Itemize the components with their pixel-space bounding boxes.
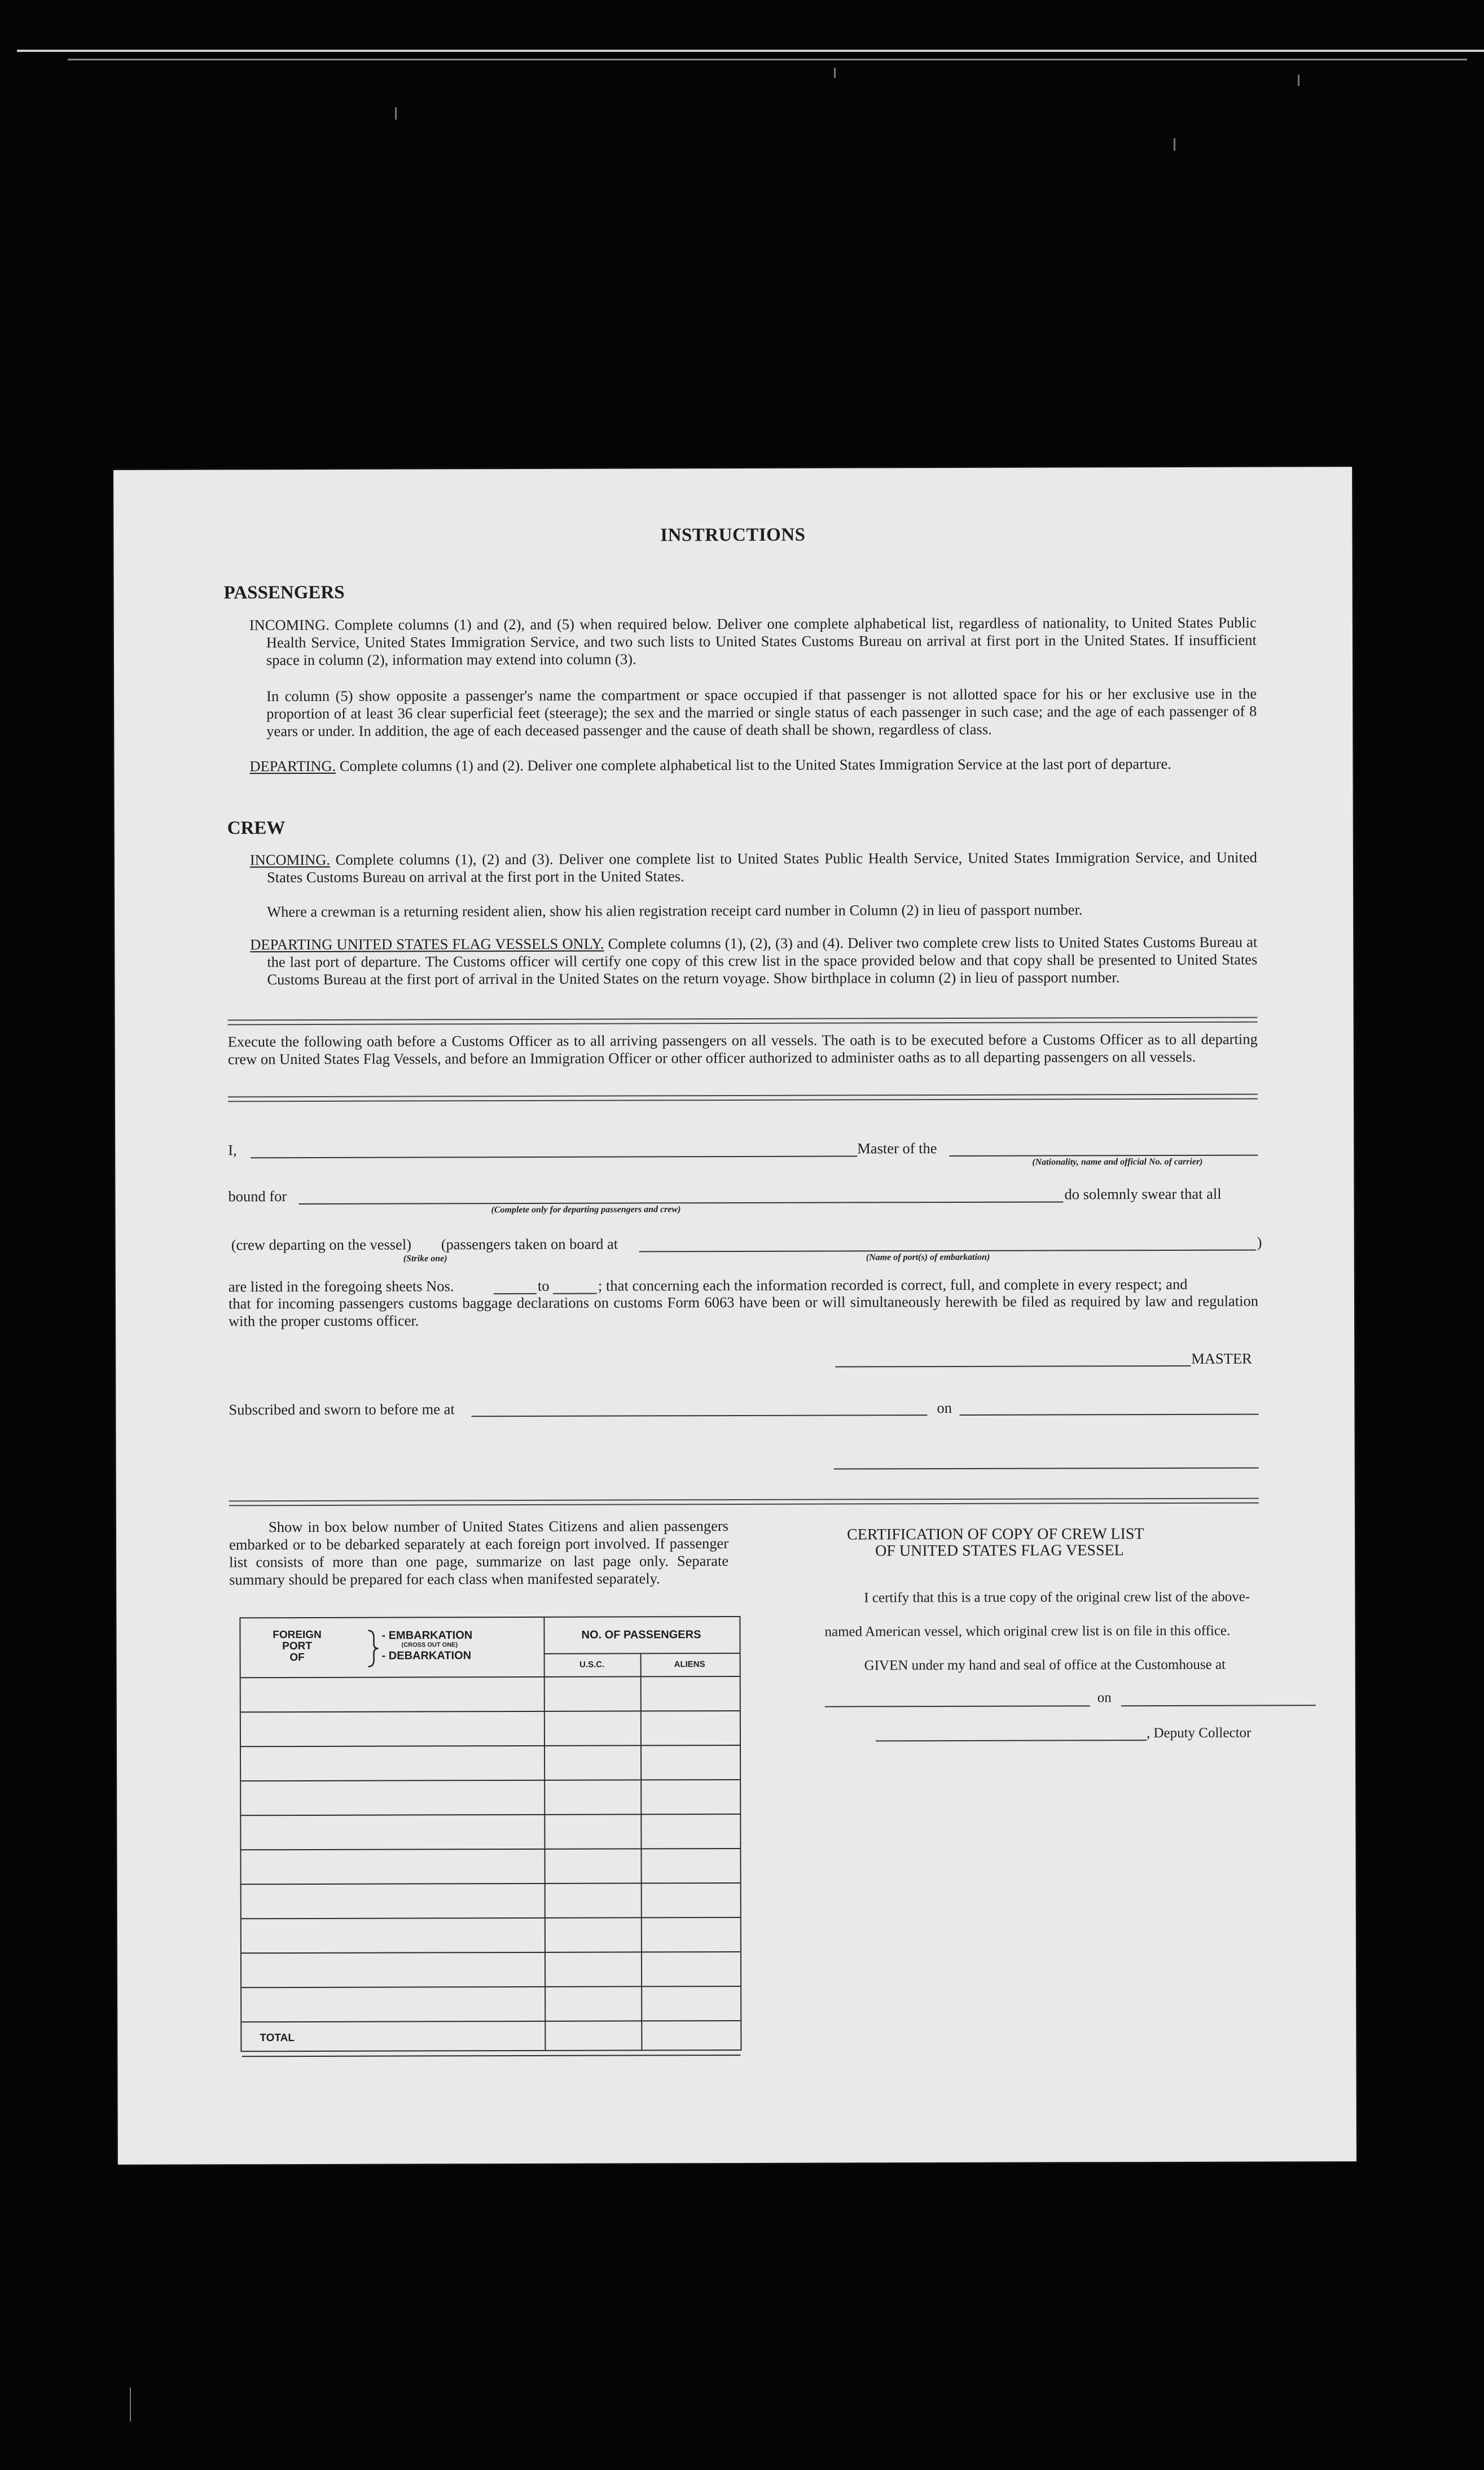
table-row-line <box>242 2055 740 2057</box>
table-row-line <box>242 1917 740 1919</box>
instruction-sheet <box>113 467 1356 2165</box>
film-edge-line <box>68 59 1467 60</box>
table-row-line <box>242 2020 740 2022</box>
close-paren: ) <box>1257 1233 1262 1251</box>
carrier-note: (Nationality, name and official No. of carrier) <box>1032 1157 1203 1167</box>
master-label: MASTER <box>1191 1350 1252 1367</box>
passengers-departing <box>249 755 1257 776</box>
crew-incoming-text: Complete columns (1), (2) and (3). Deliver one complete list to United States Public Health Service, United States Immigration Service, and United States Customs Bureau on arrival at the first port in the United States. <box>266 848 1257 886</box>
film-scratch <box>834 68 836 78</box>
certification-date-field[interactable] <box>1121 1705 1316 1706</box>
usc-header: U.S.C. <box>579 1659 605 1670</box>
passengers-taken-option: (passengers taken on board at <box>441 1235 618 1253</box>
crew-incoming-label: INCOMING. <box>249 851 330 869</box>
bound-note: (Complete only for departing passengers and crew) <box>491 1205 681 1215</box>
passengers-departing-label: DEPARTING. <box>249 757 336 775</box>
film-scratch <box>1298 75 1299 86</box>
table-rows <box>240 1617 739 1618</box>
passengers-incoming <box>249 614 1257 669</box>
table-header-bottom <box>241 1676 740 1678</box>
passengers-departing-text: Complete columns (1) and (2). Deliver one complete alphabetical list to the United States Immigration Service at the last port of departure. <box>339 755 1171 774</box>
passengers-incoming-text: Complete columns (1) and (2), and (5) when required below. Deliver one complete alphabetical list, regardless of nationality, to United States Public Health Service, United States Immigration Service, and two such lists to United States Customs Bureau on arrival at first port in the United States. If insufficient space in column (2), information may extend into column (3). <box>266 614 1257 669</box>
certification-text-1: I certify that this is a true copy of the original crew list of the above- <box>864 1589 1250 1606</box>
master-signature-field[interactable] <box>835 1365 1191 1368</box>
aliens-header: ALIENS <box>674 1659 705 1670</box>
table-divider <box>543 1618 546 2050</box>
passengers-column5: In column (5) show opposite a passenger's name the compartment or space occupied if that passenger is not allotted space for his or her exclusive use in the proportion of at least 36 clear superficial feet (steerage); the sex and the married or single status of each passenger in such case; and the age of each passenger of 8 years or under. In addition, the age of each deceased passenger and the cause of death shall be shown, regardless of class. <box>266 685 1257 740</box>
foreign-port-line-1: FOREIGN <box>273 1628 322 1641</box>
subscribed-text: Subscribed and sworn to before me at <box>229 1400 455 1418</box>
passengers-incoming-label: INCOMING. <box>249 616 330 634</box>
brace-icon <box>366 1630 379 1668</box>
oath-instruction: Execute the following oath before a Customs Officer as to all arriving passengers on all vessels. The oath is to be executed before a Customs Officer as to all departing crew on United States Flag Vessels, and before an Immigration Officer or other officer authorized to administer oaths as to all departing passengers on all vessels. <box>227 1030 1258 1068</box>
divider <box>229 1498 1259 1506</box>
foreign-port-line-2: PORT <box>282 1640 312 1653</box>
crew-departing <box>250 934 1257 989</box>
table-divider <box>640 1653 643 2049</box>
table-row-line <box>241 1710 740 1713</box>
port-note: (Name of port(s) of embarkation) <box>866 1252 990 1263</box>
table-row-line <box>242 1986 740 1988</box>
listed-text-3: that for incoming passengers customs baggage declarations on customs Form 6063 have been or will simultaneously herewith be filed as required by law and regulation with the proper customs officer. <box>228 1292 1258 1330</box>
crew-resident-alien: Where a crewman is a returning resident alien, show his alien registration receipt card number in Column (2) in lieu of passport number. <box>267 901 1083 921</box>
summary-instruction: Show in box below number of United States Citizens and alien passengers embarked or to be debarked separately at each foreign port involved. If passenger list consists of more than one page, summarize on last page only. Separate summary should be prepared for each class when manifested separately. <box>229 1517 729 1588</box>
strike-one-note: (Strike one) <box>403 1254 447 1264</box>
divider <box>228 1094 1258 1102</box>
certification-on: on <box>1097 1690 1112 1706</box>
total-label: TOTAL <box>260 2032 295 2044</box>
crew-incoming <box>250 849 1257 887</box>
no-passengers-header: NO. OF PASSENGERS <box>581 1628 701 1641</box>
table-row-line <box>242 1882 740 1885</box>
deputy-signature-field[interactable] <box>876 1740 1147 1741</box>
bound-for-label: bound for <box>228 1188 287 1205</box>
listed-to: to <box>537 1277 550 1294</box>
passengers-heading: PASSENGERS <box>223 582 345 603</box>
crew-departing-option: (crew departing on the vessel) <box>231 1236 412 1254</box>
swear-text: do solemnly swear that all <box>1064 1185 1222 1203</box>
embarkation-port-field[interactable] <box>639 1250 1256 1252</box>
carrier-field[interactable] <box>949 1155 1258 1157</box>
crew-departing-label: DEPARTING UNITED STATES FLAG VESSELS ONLY. <box>250 935 604 953</box>
embarkation-label: - EMBARKATION <box>381 1629 473 1642</box>
master-of-label: Master of the <box>857 1140 937 1157</box>
table-divider <box>544 1653 740 1654</box>
officer-signature-field[interactable] <box>834 1468 1259 1470</box>
film-edge-line <box>17 50 1484 52</box>
customhouse-field[interactable] <box>825 1705 1090 1707</box>
film-scratch <box>1174 138 1175 151</box>
foreign-port-header <box>269 1630 325 1663</box>
film-scratch <box>130 2388 131 2421</box>
certification-text-2: named American vessel, which original crew list is on file in this office. <box>824 1623 1231 1640</box>
sworn-place-field[interactable] <box>471 1414 927 1417</box>
table-row-line <box>241 1745 740 1747</box>
table-row-line <box>241 1848 740 1850</box>
oath-i: I, <box>228 1141 237 1159</box>
table-row-line <box>241 1779 740 1781</box>
divider <box>228 1017 1258 1026</box>
listed-text-2: ; that concerning each the information recorded is correct, full, and complete in every respect; and <box>598 1275 1188 1294</box>
cross-out-label: (CROSS OUT ONE) <box>401 1641 458 1649</box>
film-scratch <box>395 107 397 120</box>
table-row-line <box>241 1814 740 1816</box>
crew-heading: CREW <box>227 818 286 839</box>
crew-departing-text: Complete columns (1), (2), (3) and (4). Deliver two complete crew lists to United States Customs Bureau at the last port of departure. The Customs officer will certify one copy of this crew list in the space provided below and that copy shall be presented to United States Customs Bureau at the first port of arrival in the United States on the return voyage. Show birthplace in column (2) in lieu of passport number. <box>267 933 1258 988</box>
page-title: INSTRUCTIONS <box>660 524 806 546</box>
deputy-collector-label: , Deputy Collector <box>1146 1725 1252 1741</box>
sworn-on-label: on <box>937 1399 952 1417</box>
master-name-field[interactable] <box>251 1155 857 1158</box>
certification-given: GIVEN under my hand and seal of office at the Customhouse at <box>864 1657 1226 1674</box>
bound-for-field[interactable] <box>298 1201 1063 1205</box>
debarkation-label: - DEBARKATION <box>381 1649 472 1662</box>
sworn-date-field[interactable] <box>959 1414 1258 1416</box>
passenger-summary-table <box>239 1616 741 2052</box>
certification-title-1: CERTIFICATION OF COPY OF CREW LIST <box>846 1525 1144 1544</box>
certification-title-2: OF UNITED STATES FLAG VESSEL <box>875 1541 1124 1560</box>
foreign-port-line-3: OF <box>289 1651 305 1664</box>
table-row-line <box>242 1951 740 1954</box>
listed-text-1: are listed in the foregoing sheets Nos. <box>228 1277 454 1295</box>
